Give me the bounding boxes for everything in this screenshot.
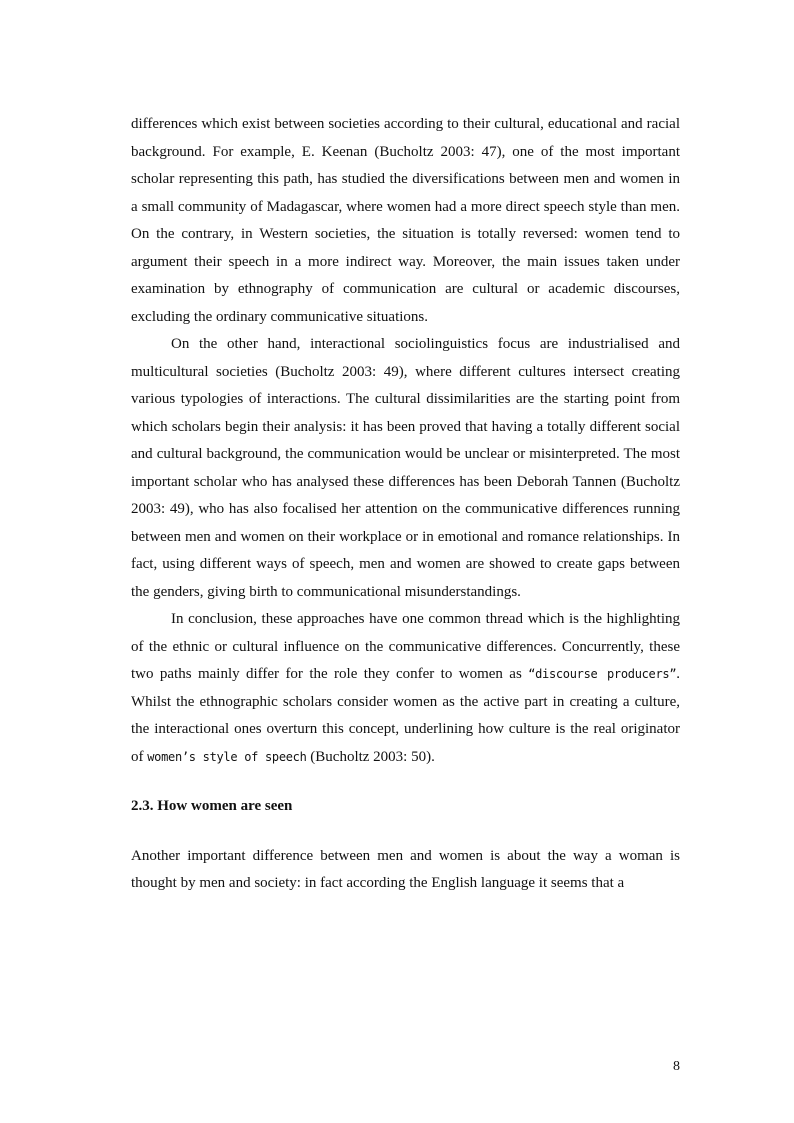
paragraph-interactional-sociolinguistics: On the other hand, interactional sociolinguistics focus are industrialised and multicultural societies (Bucholtz 2003: 49), where different cultures intersect creating various typologies of interactions. The cultural dissimilarities are the starting point from which scholars begin their analysis: it has been proved that having a totally different social and cultural background, the communication would be unclear or misinterpreted. The most important scholar who has analysed these differences has been Deborah Tannen (Bucholtz 2003: 49), who has also focalised her attention on the communicative differences running between men and women on their workplace or in emotional and romance relationships. In fact, using different ways of speech, men and women are showed to create gaps between the genders, giving birth to communicational misunderstandings. [131,336,680,600]
womens-style-term: women’s style of speech [147,749,307,764]
discourse-producers-quote: “discourse producers” [528,667,677,681]
paragraph-how-women-are-seen: Another important difference between men and women is about the way a woman is thought by men and society: in fact according the English language it seems that a [131,847,680,891]
page-number: 8 [673,1059,680,1074]
conclusion-text-part1: In conclusion, these approaches have one common thread which is the highlighting of the ethnic or cultural influence on the communicative differences. Concurrently, these two paths mainly differ for the role they confer to women as [131,611,680,682]
paragraph-ethnography: differences which exist between societies according to their cultural, educational and racial background. For example, E. Keenan (Bucholtz 2003: 47), one of the most important scholar representing this path, has studied the diversifications between men and women in a small community of Madagascar, where women had a more direct speech style than men. On the contrary, in Western societies, the situation is totally reversed: women tend to argument their speech in a more indirect way. Moreover, the main issues taken under examination by ethnography of communication are cultural or academic discourses, excluding the ordinary communicative situations. [131,116,680,325]
paragraph-conclusion [131,606,680,771]
conclusion-text-part3: (Bucholtz 2003: 50). [306,748,435,765]
document-page [131,111,680,898]
section-heading: 2.3. How women are seen [131,798,293,814]
conclusion-text-part2: . Whilst the ethnographic scholars consider women as the active part in creating a culture, the interactional ones overturn this concept, underlining how culture is the real originator of [131,666,680,765]
